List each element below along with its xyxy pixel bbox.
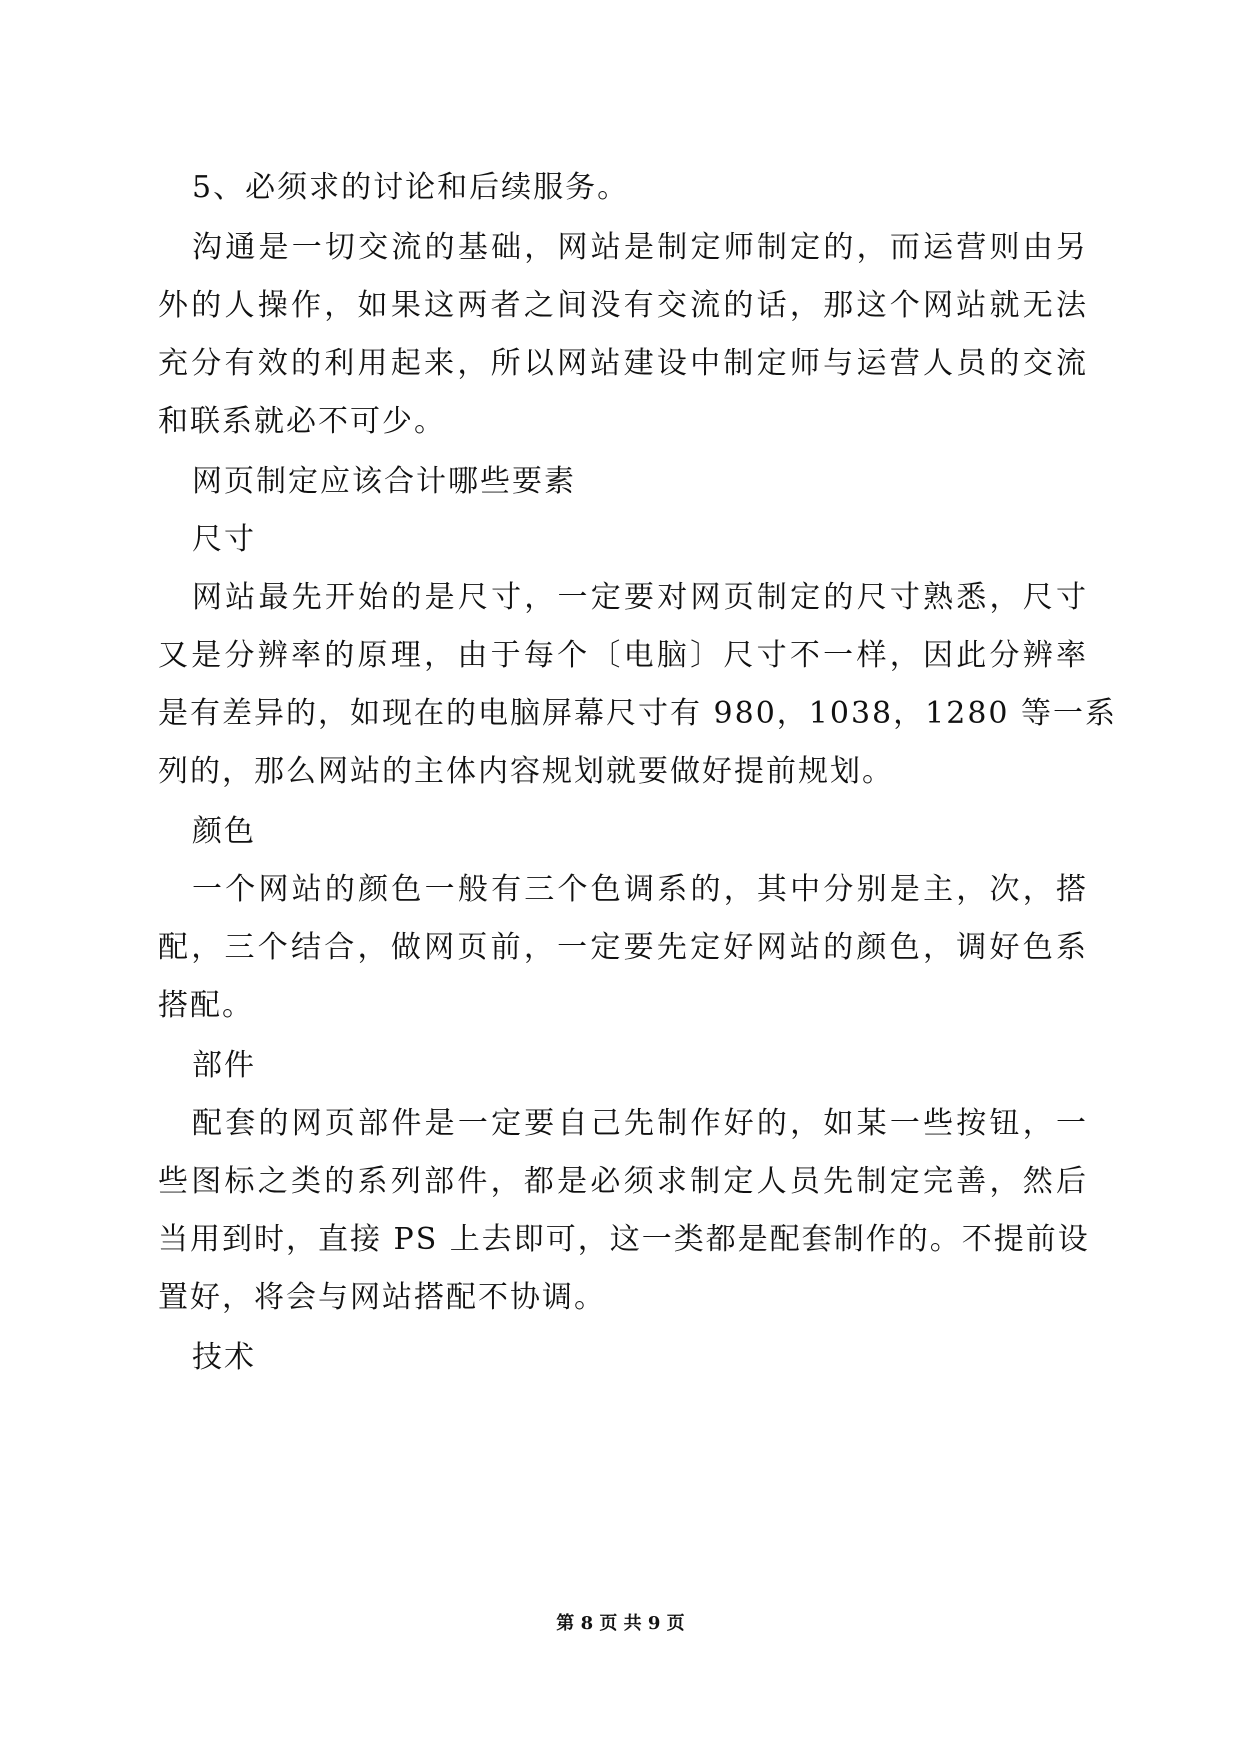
paragraph-line: 置好，将会与网站搭配不协调。 xyxy=(158,1280,606,1315)
paragraph-line: 是有差异的，如现在的电脑屏幕尺寸有 980，1038，1280 等一系 xyxy=(158,696,1118,731)
paragraph-line: 网站最先开始的是尺寸，一定要对网页制定的尺寸熟悉，尺寸 xyxy=(192,580,1088,615)
paragraph-line: 外的人操作，如果这两者之间没有交流的话，那这个网站就无法 xyxy=(158,288,1088,323)
paragraph-line: 当用到时，直接 PS 上去即可，这一类都是配套制作的。不提前设 xyxy=(158,1222,1090,1257)
subheading-technology: 技术 xyxy=(192,1340,256,1375)
paragraph-line: 沟通是一切交流的基础，网站是制定师制定的，而运营则由另 xyxy=(192,230,1088,265)
subheading-color: 颜色 xyxy=(192,814,256,849)
paragraph-line: 搭配。 xyxy=(158,988,254,1023)
paragraph-line: 配，三个结合，做网页前，一定要先定好网站的颜色，调好色系 xyxy=(158,930,1088,965)
paragraph-line: 些图标之类的系列部件，都是必须求制定人员先制定完善，然后 xyxy=(158,1164,1088,1199)
list-item-5: 5、必须求的讨论和后续服务。 xyxy=(192,170,630,205)
subheading-size: 尺寸 xyxy=(192,522,256,557)
paragraph-line: 列的，那么网站的主体内容规划就要做好提前规划。 xyxy=(158,754,894,789)
subheading-components: 部件 xyxy=(192,1048,256,1083)
paragraph-line: 配套的网页部件是一定要自己先制作好的，如某一些按钮，一 xyxy=(192,1106,1088,1141)
paragraph-line: 和联系就必不可少。 xyxy=(158,404,446,439)
paragraph-line: 充分有效的利用起来，所以网站建设中制定师与运营人员的交流 xyxy=(158,346,1088,381)
page-number-footer: 第 8 页 共 9 页 xyxy=(556,1613,685,1634)
paragraph-line: 又是分辨率的原理，由于每个〔电脑〕尺寸不一样，因此分辨率 xyxy=(158,638,1088,673)
paragraph-line: 一个网站的颜色一般有三个色调系的，其中分别是主，次，搭 xyxy=(192,872,1088,907)
section-heading: 网页制定应该合计哪些要素 xyxy=(192,464,576,499)
